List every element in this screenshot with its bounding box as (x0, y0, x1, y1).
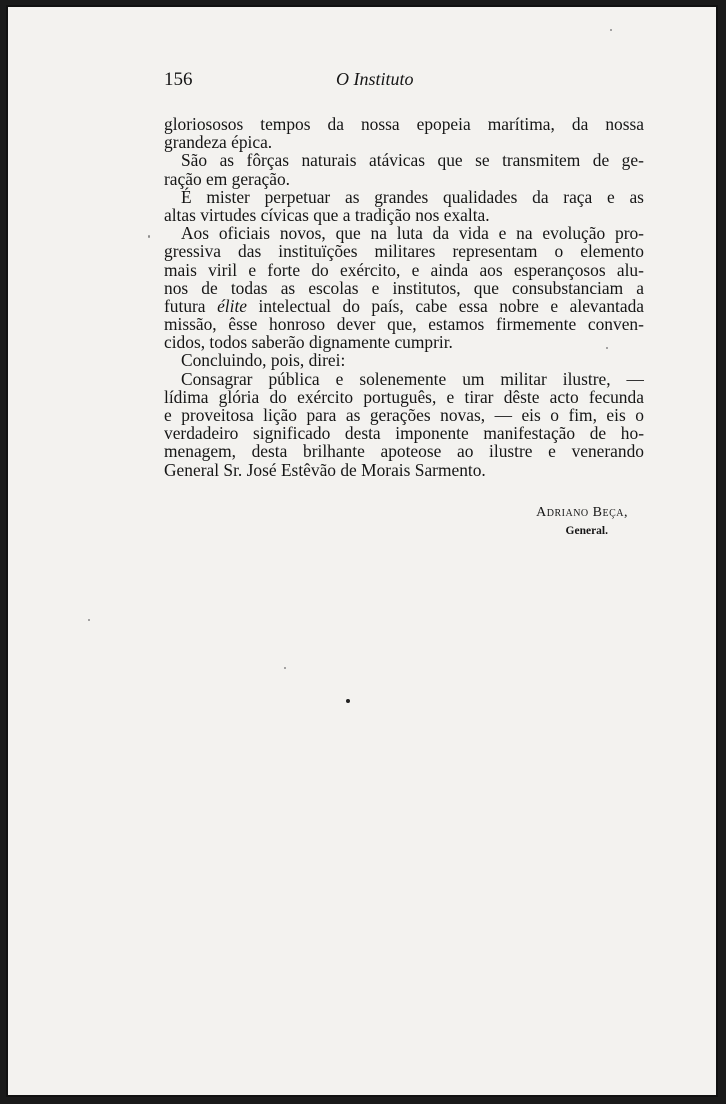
text-line: cidos, todos saberão dignamente cumprir. (164, 332, 453, 353)
text-line: gressiva das instituïções militares representam o elemento (164, 241, 644, 262)
text-line: grandeza épica. (164, 132, 273, 153)
page-content (8, 7, 716, 1095)
ink-dot (346, 699, 350, 703)
running-title: O Instituto (336, 69, 414, 89)
text-line: Aos oficiais novos, que na luta da vida e na evolução pro- (181, 223, 644, 244)
text-line: É mister perpetuar as grandes qualidades da raça e as (181, 186, 644, 207)
paper-speck (88, 619, 90, 621)
running-header (164, 69, 644, 95)
text-line: Concluindo, pois, direi: (181, 350, 346, 371)
text-line: menagem, desta brilhante apoteose ao ilustre e venerando (164, 441, 644, 462)
page-number: 156 (164, 69, 193, 90)
signature-rank: General. (565, 525, 608, 537)
text-line: gloriososos tempos da nossa epopeia marítima, da nossa (164, 114, 644, 134)
text-line: mais viril e forte do exército, e ainda aos esperançosos alu- (164, 259, 644, 280)
paper-speck (284, 667, 286, 669)
page (6, 5, 718, 1097)
text-line: futura élite intelectual do país, cabe essa nobre e alevantada (164, 295, 644, 316)
text-line: São as fôrças naturais atávicas que se transmitem de ge- (181, 150, 644, 171)
paper-speck (610, 29, 612, 31)
text-line: Consagrar pública e solenemente um militar ilustre, — (181, 368, 644, 389)
paper-speck (148, 235, 150, 238)
text-line: e proveitosa lição para as gerações novas, — eis o fim, eis o (164, 405, 644, 425)
text-line: verdadeiro significado desta imponente manifestação de ho- (164, 423, 644, 444)
signature (378, 505, 628, 537)
signature-name: Adriano Beça, (536, 505, 628, 520)
text-line: ração em geração. (164, 168, 291, 189)
text-line: altas virtudes cívicas que a tradição nos exalta. (164, 204, 490, 225)
text-line: missão, êsse honroso dever que, estamos firmemente conven- (164, 314, 644, 335)
body-text (164, 115, 644, 479)
paper-speck (606, 347, 608, 349)
text-line: nos de todas as escolas e institutos, que consubstanciam a (164, 277, 644, 298)
text-line: lídima glória do exército português, e tirar dêste acto fecunda (164, 386, 644, 407)
text-line: General Sr. José Estêvão de Morais Sarmento. (164, 459, 486, 480)
